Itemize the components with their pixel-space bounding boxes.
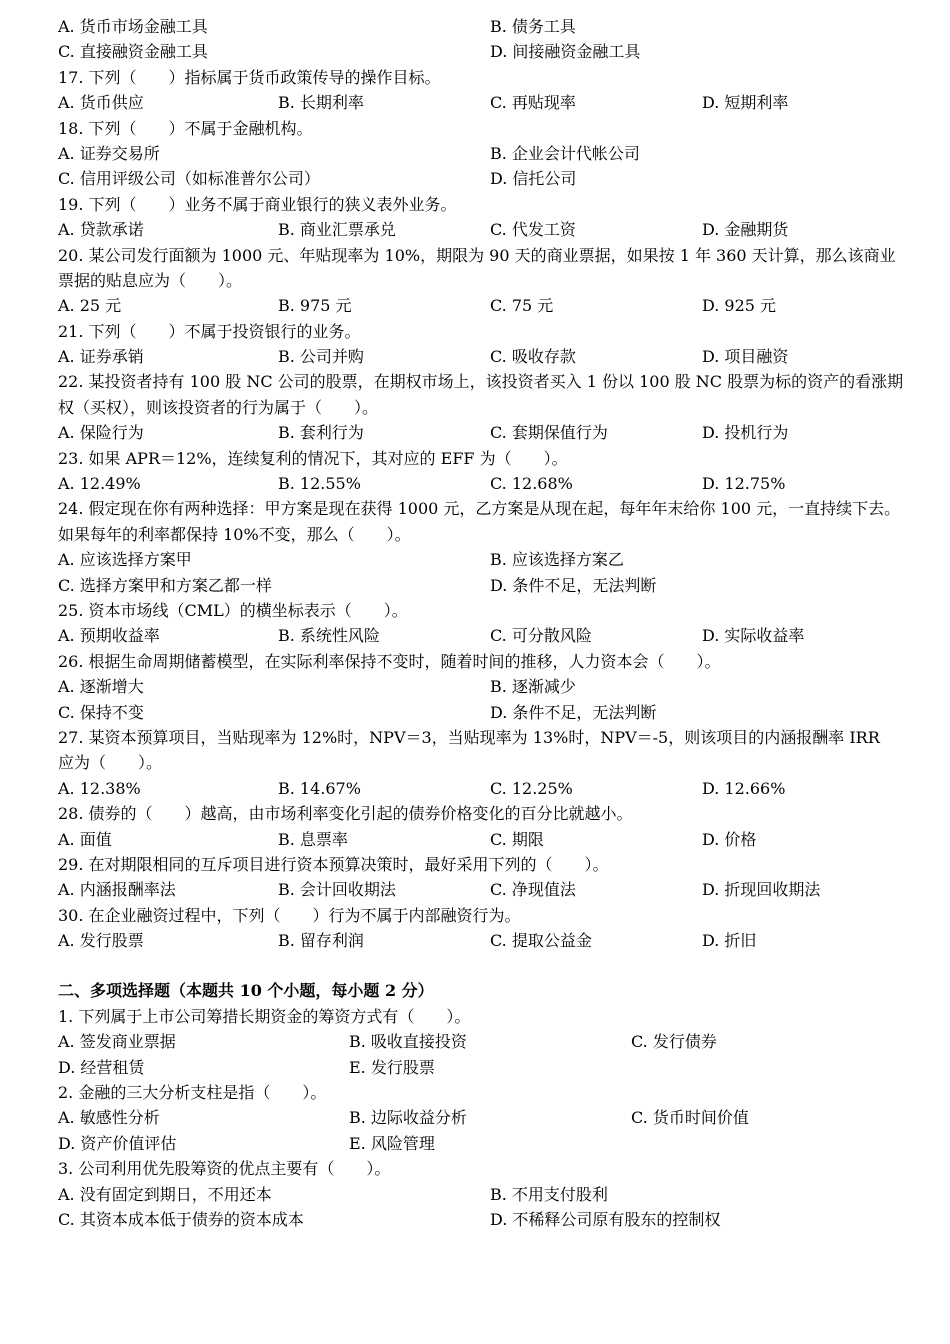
option-a: A. 证券承销 (58, 347, 144, 367)
question-text: 27. 某资本预算项目，当贴现率为 12%时，NPV＝3，当贴现率为 13%时，NPV＝-5，则该项目的内涵报酬率 IRR (58, 727, 880, 747)
option-d: D. 投机行为 (702, 423, 789, 443)
question-text: 22. 某投资者持有 100 股 NC 公司的股票，在期权市场上，该投资者买入 1 份以 100 股 NC 股票为标的资产的看涨期 (58, 372, 904, 392)
options-row (58, 1105, 918, 1130)
options-row (58, 14, 918, 39)
option-a: C. 选择方案甲和方案乙都一样 (58, 575, 272, 595)
option-c: C. 吸收存款 (490, 347, 576, 367)
option-b: B. 长期利率 (278, 93, 364, 113)
option-a: A. 逐渐增大 (58, 677, 144, 697)
option-b: B. 12.55% (278, 474, 361, 494)
option-b: B. 会计回收期法 (278, 880, 396, 900)
option-c: C. 75 元 (490, 296, 554, 316)
options-row (58, 623, 918, 648)
option-b: E. 风险管理 (349, 1133, 435, 1153)
question-text: 1. 下列属于上市公司筹措长期资金的筹资方式有（ ）。 (58, 1006, 471, 1026)
option-c: C. 提取公益金 (490, 931, 592, 951)
option-a: A. 敏感性分析 (58, 1108, 160, 1128)
options-row (58, 1055, 918, 1080)
question-text: 30. 在企业融资过程中，下列（ ）行为不属于内部融资行为。 (58, 905, 521, 925)
option-c: C. 发行债券 (631, 1032, 717, 1052)
options-row (58, 674, 918, 699)
option-c: C. 12.25% (490, 778, 573, 798)
question-text: 24. 假定现在你有两种选择：甲方案是现在获得 1000 元，乙方案是从现在起，每年年末给你 100 元，一直持续下去。 (58, 499, 901, 519)
question-text: 19. 下列（ ）业务不属于商业银行的狭义表外业务。 (58, 194, 457, 214)
options-row (58, 547, 918, 572)
option-a: A. 发行股票 (58, 931, 144, 951)
option-d: D. 实际收益率 (702, 626, 805, 646)
option-a: A. 货币供应 (58, 93, 144, 113)
option-d: D. 金融期货 (702, 220, 789, 240)
option-c: C. 12.68% (490, 474, 573, 494)
options-row (58, 1182, 918, 1207)
question-text: 如果每年的利率都保持 10%不变，那么（ ）。 (58, 524, 411, 544)
option-a: C. 其资本成本低于债券的资本成本 (58, 1209, 304, 1229)
option-a: D. 资产价值评估 (58, 1133, 177, 1153)
option-b: D. 条件不足，无法判断 (490, 575, 657, 595)
option-b: E. 发行股票 (349, 1057, 435, 1077)
option-b: B. 逐渐减少 (490, 677, 576, 697)
options-row (58, 1207, 918, 1232)
option-a: A. 25 元 (58, 296, 122, 316)
options-row (58, 141, 918, 166)
exam-page (58, 14, 918, 1232)
section-heading: 二、多项选择题（本题共 10 个小题，每小题 2 分） (58, 981, 434, 1001)
option-a: A. 签发商业票据 (58, 1032, 176, 1052)
options-row (58, 776, 918, 801)
options-row (58, 344, 918, 369)
option-d: D. 短期利率 (702, 93, 789, 113)
options-row (58, 1029, 918, 1054)
option-d: D. 折现回收期法 (702, 880, 821, 900)
option-a: A. 货币市场金融工具 (58, 17, 208, 36)
section-gap (58, 953, 918, 978)
option-b: B. 债务工具 (490, 17, 576, 36)
option-c: C. 代发工资 (490, 220, 576, 240)
question-text: 应为（ ）。 (58, 753, 163, 773)
options-row (58, 877, 918, 902)
option-b: D. 不稀释公司原有股东的控制权 (490, 1209, 721, 1229)
option-a: A. 没有固定到期日，不用还本 (58, 1184, 272, 1204)
options-row (58, 217, 918, 242)
option-b: B. 14.67% (278, 778, 361, 798)
option-b: B. 息票率 (278, 829, 348, 849)
options-row (58, 90, 918, 115)
question-text: 权（买权），则该投资者的行为属于（ ）。 (58, 397, 379, 417)
option-a: A. 应该选择方案甲 (58, 550, 192, 570)
option-a: A. 12.38% (58, 778, 141, 798)
option-a: A. 证券交易所 (58, 143, 160, 163)
option-b: B. 商业汇票承兑 (278, 220, 396, 240)
option-b: B. 公司并购 (278, 347, 364, 367)
option-b: B. 吸收直接投资 (349, 1032, 467, 1052)
question-text: 20. 某公司发行面额为 1000 元、年贴现率为 10%，期限为 90 天的商业票据，如果按 1 年 360 天计算，那么该商业 (58, 245, 896, 265)
question-text: 29. 在对期限相同的互斥项目进行资本预算决策时，最好采用下列的（ ）。 (58, 854, 609, 874)
question-text: 26. 根据生命周期储蓄模型，在实际利率保持不变时，随着时间的推移，人力资本会（ ）。 (58, 651, 721, 671)
option-c: C. 期限 (490, 829, 544, 849)
option-a: A. 保险行为 (58, 423, 144, 443)
option-c: C. 可分散风险 (490, 626, 592, 646)
options-row (58, 573, 918, 598)
option-d: D. 价格 (702, 829, 757, 849)
option-b: B. 套利行为 (278, 423, 364, 443)
option-a: A. 内涵报酬率法 (58, 880, 176, 900)
question-text: 18. 下列（ ）不属于金融机构。 (58, 118, 313, 138)
option-d: D. 925 元 (702, 296, 777, 316)
option-b: D. 间接融资金融工具 (490, 42, 641, 62)
option-b: D. 条件不足，无法判断 (490, 702, 657, 722)
question-text: 票据的贴息应为（ ）。 (58, 270, 243, 290)
option-b: D. 信托公司 (490, 169, 577, 189)
option-a: A. 面值 (58, 829, 112, 849)
option-a: C. 直接融资金融工具 (58, 42, 208, 62)
option-b: B. 不用支付股利 (490, 1184, 608, 1204)
question-text: 21. 下列（ ）不属于投资银行的业务。 (58, 321, 361, 341)
option-b: B. 975 元 (278, 296, 352, 316)
option-c: C. 净现值法 (490, 880, 576, 900)
question-text: 3. 公司利用优先股筹资的优点主要有（ ）。 (58, 1159, 391, 1179)
option-a: A. 贷款承诺 (58, 220, 144, 240)
option-c: C. 货币时间价值 (631, 1108, 749, 1128)
option-d: D. 12.66% (702, 778, 786, 798)
options-row (58, 166, 918, 191)
option-d: D. 项目融资 (702, 347, 789, 367)
option-a: D. 经营租赁 (58, 1057, 145, 1077)
options-row (58, 700, 918, 725)
option-b: B. 留存利润 (278, 931, 364, 951)
option-b: B. 企业会计代帐公司 (490, 143, 640, 163)
options-row (58, 420, 918, 445)
option-c: C. 再贴现率 (490, 93, 576, 113)
question-text: 23. 如果 APR＝12%，连续复利的情况下，其对应的 EFF 为（ ）。 (58, 448, 568, 468)
option-a: C. 信用评级公司（如标准普尔公司） (58, 169, 320, 189)
question-text: 25. 资本市场线（CML）的横坐标表示（ ）。 (58, 600, 408, 620)
options-row (58, 471, 918, 496)
question-text: 28. 债券的（ ）越高，由市场利率变化引起的债券价格变化的百分比就越小。 (58, 804, 633, 824)
option-c: C. 套期保值行为 (490, 423, 608, 443)
options-row (58, 1131, 918, 1156)
question-text: 2. 金融的三大分析支柱是指（ ）。 (58, 1083, 327, 1103)
option-d: D. 12.75% (702, 474, 786, 494)
option-a: A. 预期收益率 (58, 626, 160, 646)
option-a: C. 保持不变 (58, 702, 144, 722)
question-text: 17. 下列（ ）指标属于货币政策传导的操作目标。 (58, 67, 441, 87)
options-row (58, 39, 918, 64)
option-d: D. 折旧 (702, 931, 757, 951)
options-row (58, 827, 918, 852)
option-b: B. 系统性风险 (278, 626, 380, 646)
option-b: B. 边际收益分析 (349, 1108, 467, 1128)
option-b: B. 应该选择方案乙 (490, 550, 624, 570)
options-row (58, 293, 918, 318)
option-a: A. 12.49% (58, 474, 141, 494)
options-row (58, 928, 918, 953)
